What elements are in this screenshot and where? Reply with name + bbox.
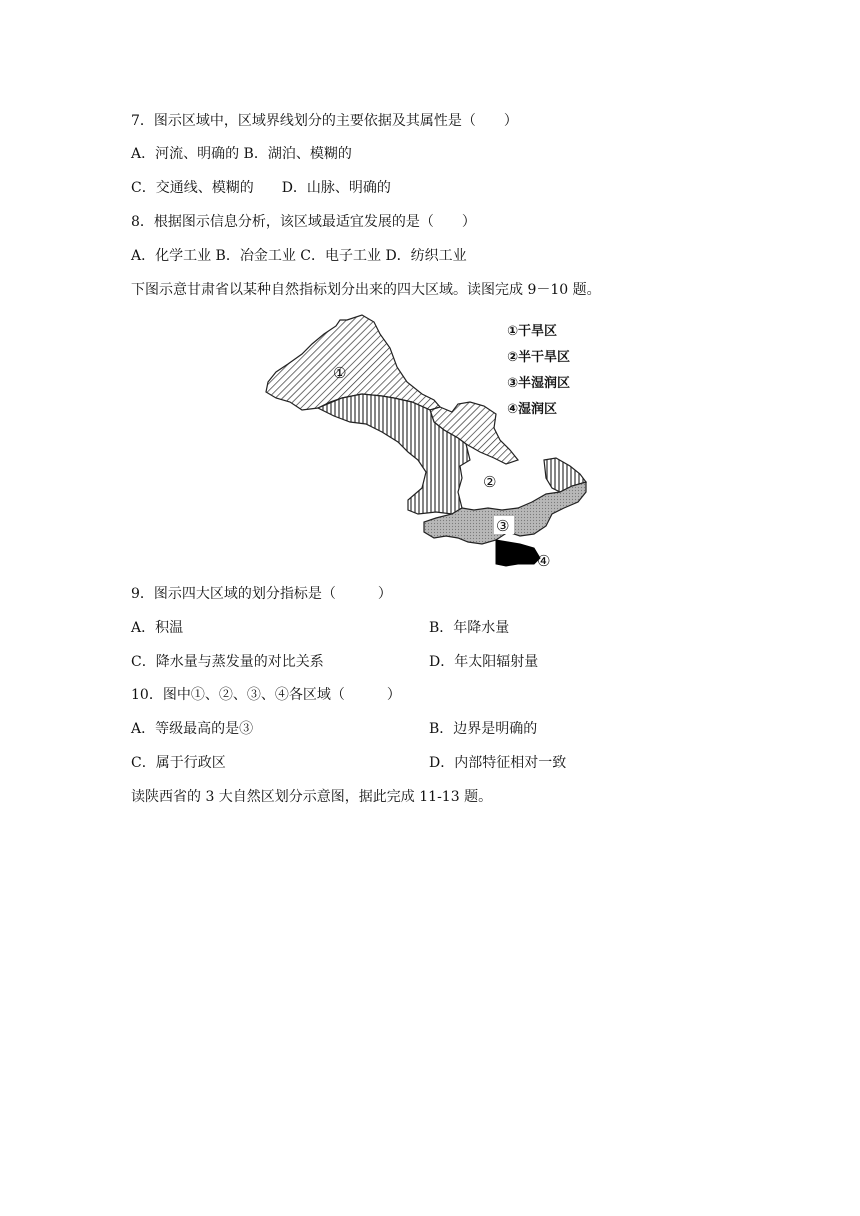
q10-option-a: A．等级最高的是③ [131,721,254,737]
q8-stem: 8．根据图示信息分析，该区域最适宜发展的是（ ） [131,214,476,230]
q10-stem: 10．图中①、②、③、④各区域（ ） [131,687,401,703]
gansu-region-map [262,312,602,574]
q10-option-c: C．属于行政区 [131,755,226,771]
q9-option-d: D．年太阳辐射量 [429,654,539,670]
q9-option-a: A．积温 [131,620,184,636]
q7-options-ab: A．河流、明确的 B．湖泊、模糊的 [131,146,352,162]
legend-semi-humid: ③半湿润区 [507,376,571,391]
q9-option-b: B．年降水量 [429,620,510,636]
label-region-1: ① [333,364,347,382]
q7-options-cd: C．交通线、模糊的 D．山脉、明确的 [131,180,391,196]
legend-arid: ①干旱区 [507,324,558,339]
region-humid [496,540,540,566]
shaanxi-intro: 读陕西省的 3 大自然区划分示意图，据此完成 11-13 题。 [131,789,493,805]
legend-humid: ④湿润区 [507,402,558,417]
q9-stem: 9．图示四大区域的划分指标是（ ） [131,586,392,602]
q8-options: A．化学工业 B．冶金工业 C．电子工业 D．纺织工业 [131,248,467,264]
q10-option-b: B．边界是明确的 [429,721,538,737]
q7-stem: 7．图示区域中，区域界线划分的主要依据及其属性是（ ） [131,113,518,129]
label-region-2: ② [483,473,497,491]
gansu-intro: 下图示意甘肃省以某种自然指标划分出来的四大区域。读图完成 9－10 题。 [131,282,601,298]
label-region-4: ④ [537,552,551,570]
label-region-3: ③ [496,517,510,535]
q10-option-d: D．内部特征相对一致 [429,755,567,771]
q9-option-c: C．降水量与蒸发量的对比关系 [131,654,324,670]
legend-semi-arid: ②半干旱区 [507,350,571,365]
